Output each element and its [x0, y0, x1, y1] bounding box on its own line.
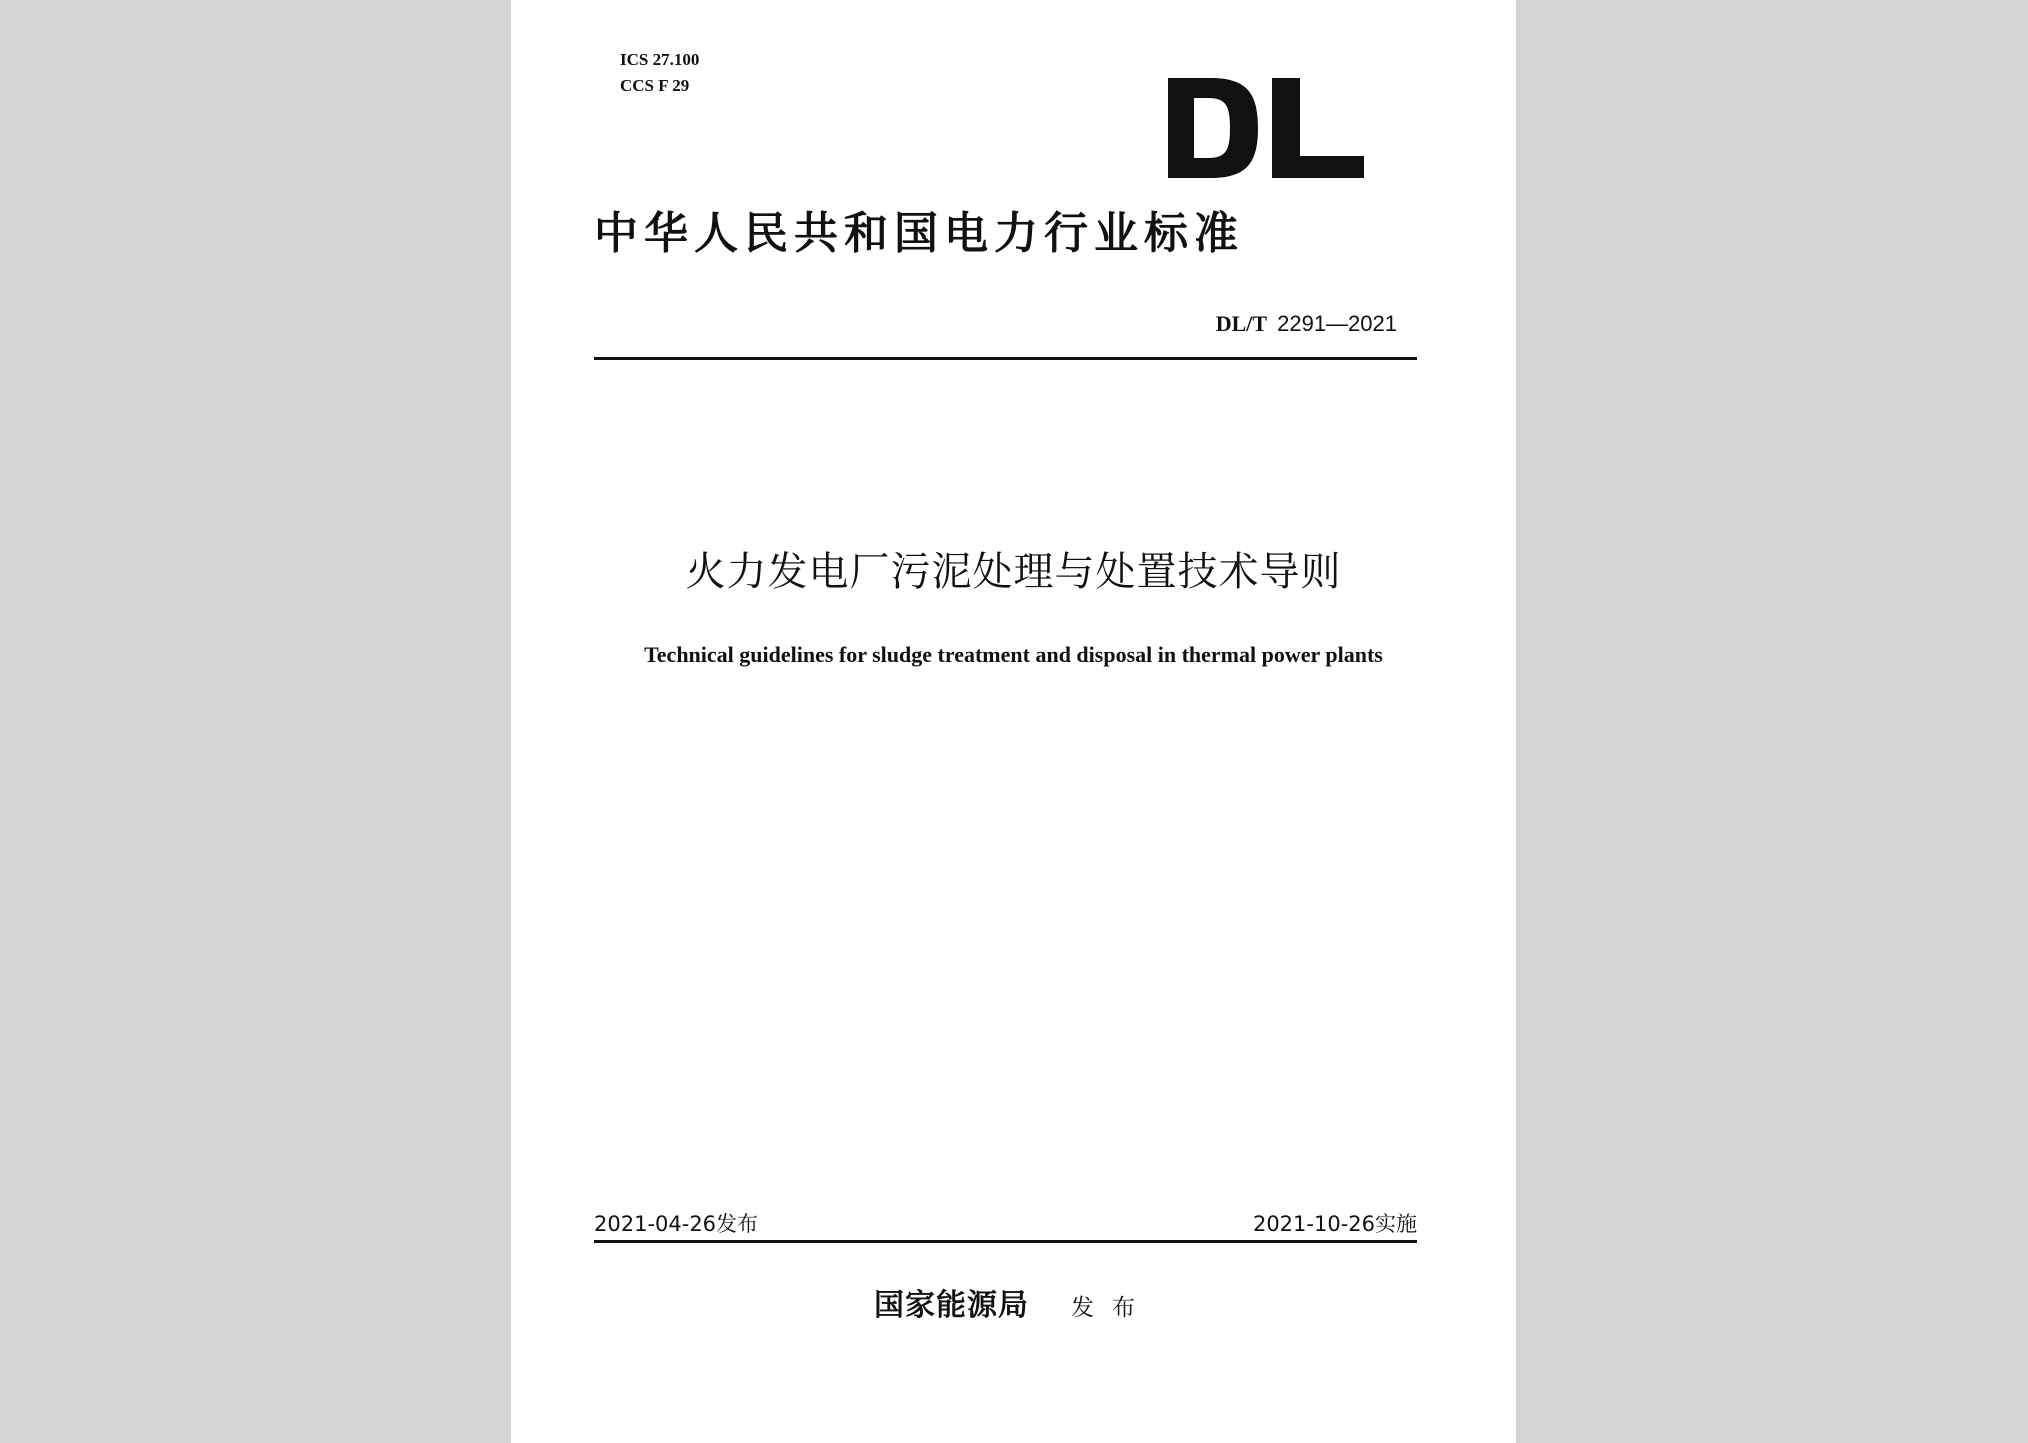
- ccs-code: CCS F 29: [620, 76, 690, 95]
- publisher-action: 发布: [1071, 1295, 1153, 1321]
- publisher-organization: 国家能源局: [874, 1288, 1029, 1323]
- top-divider: [594, 357, 1417, 360]
- issue-date: 2021-04-26发布: [594, 1212, 759, 1236]
- implementation-date: 2021-10-26实施: [1252, 1212, 1417, 1236]
- publisher-line: [511, 1286, 1516, 1328]
- document-title-english: Technical guidelines for sludge treatment and disposal in thermal power plants: [644, 642, 1383, 667]
- ics-code: ICS 27.100: [620, 50, 700, 69]
- standard-number-prefix: DL/T: [1215, 311, 1268, 336]
- standard-category-name: 中华人民共和国电力行业标准: [594, 208, 1244, 259]
- document-cover-page: [511, 0, 1516, 1443]
- dl-logo: [1168, 78, 1368, 178]
- document-title-chinese: 火力发电厂污泥处理与处置技术导则: [685, 549, 1342, 595]
- bottom-divider: [594, 1240, 1417, 1243]
- standard-number-value: 2291—2021: [1277, 311, 1397, 336]
- standard-number: [1216, 311, 1397, 337]
